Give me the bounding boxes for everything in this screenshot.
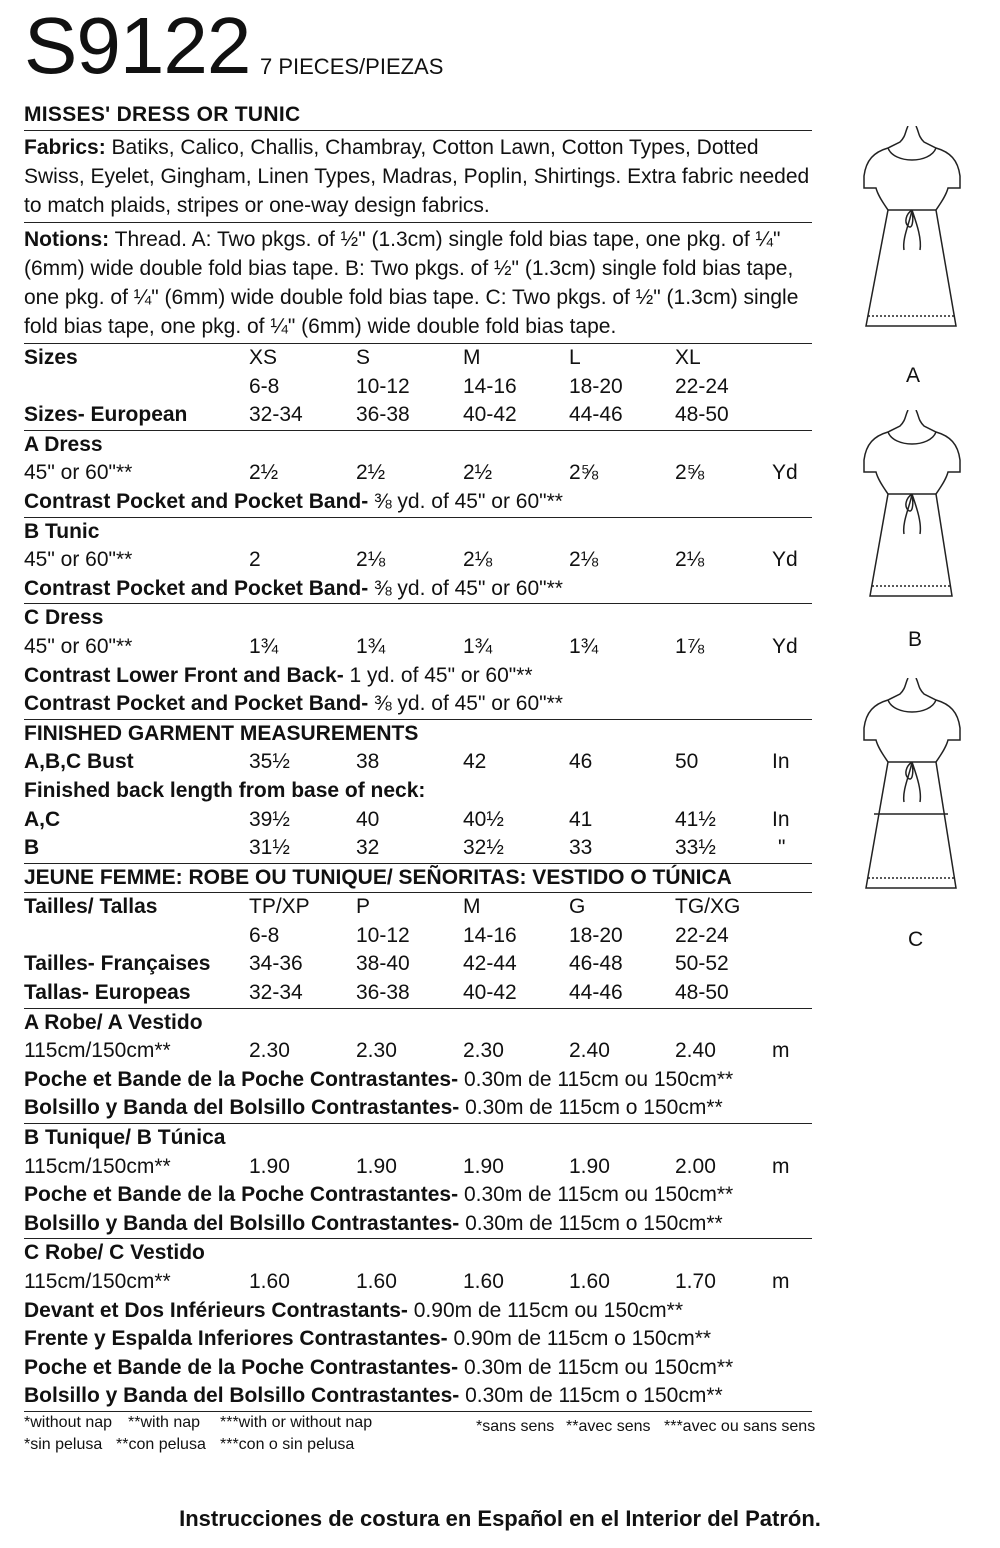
sizes-row [24,344,812,373]
unit: " [778,836,786,860]
size-code: G [569,895,586,919]
yardage: 2⅛ [675,548,705,572]
contrast-label: Poche et Bande de la Poche Contrastantes- [24,1067,459,1091]
bust-row [24,748,812,777]
size-range: 6-8 [249,374,280,398]
size-range: 14-16 [463,374,517,398]
size-code: M [463,346,481,369]
size-value: 32-34 [249,403,303,427]
measurement: 38 [356,750,380,774]
yardage: 2½ [249,461,279,485]
meters: 1.90 [463,1154,504,1178]
contrast-label: Contrast Pocket and Pocket Band- [24,576,369,600]
size-range: 22-24 [675,923,729,947]
size-value: 40-42 [463,403,517,427]
meters: 2.40 [569,1039,610,1063]
es-contrast-row [24,1382,812,1411]
contrast-label: Devant et Dos Inférieurs Contrastants- [24,1298,408,1322]
fabric-width: 45" or 60"** [24,548,133,572]
size-range: 6-8 [249,923,280,947]
contrast-text: 0.90m de 115cm o 150cm** [447,1327,712,1351]
fr-view-b-meters-row [24,1153,812,1182]
view-b-heading: B Tunique/ B Túnica [24,1126,226,1150]
size-value: 48-50 [675,403,729,427]
size-value: 48-50 [675,981,729,1005]
es-contrast-row [24,1094,812,1123]
sizes-label: Sizes [24,346,78,369]
fabric-width: 115cm/150cm** [24,1154,171,1178]
note: **avec sens [566,1417,651,1435]
note: **con pelusa [116,1435,206,1453]
size-code: TP/XP [249,895,310,919]
yardage: 2⅝ [675,461,705,485]
measurement: 31½ [249,836,290,860]
fr-size-range-row [24,922,812,951]
view-b-label: B [908,628,923,651]
divider [24,130,812,131]
fabrics-label: Fabrics: [24,136,106,159]
view-a-contrast-row [24,488,812,517]
spanish-sizes-label: Tallas- Europeas [24,981,191,1005]
contrast-label: Contrast Pocket and Pocket Band- [24,489,369,513]
fabric-width: 45" or 60"** [24,634,133,658]
measurement: 42 [463,750,487,774]
notes-row-en [24,1412,816,1435]
measurement: 46 [569,750,593,774]
fr-es-heading: JEUNE FEMME: ROBE OU TUNIQUE/ SEÑORITAS: VESTIDO O TÚNICA [24,865,732,889]
size-range: 10-12 [356,374,410,398]
measurement: 41 [569,807,593,831]
yardage: 1¾ [569,634,599,658]
contrast-text: 1 yd. of 45" or 60"** [343,663,533,687]
view-c-contrast-row [24,690,812,719]
unit: m [772,1154,790,1178]
size-code: S [356,346,371,369]
view-b-heading-row [24,518,812,547]
size-range: 10-12 [356,923,410,947]
es-lower-row [24,1325,812,1354]
note: *without nap [24,1413,113,1431]
yardage: 2⅛ [569,548,599,572]
spanish-sizes-row [24,979,812,1008]
size-value: 46-48 [569,952,623,976]
size-value: 44-46 [569,981,623,1005]
sizes-label: Tailles/ Tallas [24,895,158,919]
measurement: 40 [356,807,380,831]
unit: m [772,1039,790,1063]
measurement: 41½ [675,807,716,831]
meters: 1.60 [569,1270,610,1293]
size-code: TG/XG [675,895,741,919]
measurement: 40½ [463,807,504,831]
fr-lower-row [24,1297,812,1326]
size-code: P [356,895,371,919]
unit: Yd [772,548,798,572]
b-length-row [24,834,812,863]
notes-row-es [24,1434,812,1456]
fr-view-a-heading-row [24,1009,812,1038]
view-b-yardage-row [24,546,812,575]
size-value: 40-42 [463,981,517,1005]
meters: 2.30 [356,1039,397,1063]
size-value: 50-52 [675,952,729,976]
meters: 2.00 [675,1154,716,1178]
view-c-lower-row [24,662,812,691]
contrast-text: ⅜ yd. of 45" or 60"** [368,692,563,716]
finished-heading: FINISHED GARMENT MEASUREMENTS [24,721,419,745]
size-value: 36-38 [356,981,410,1005]
size-value: 38-40 [356,952,410,976]
contrast-text: ⅜ yd. of 45" or 60"** [368,576,563,600]
meters: 2.30 [249,1039,290,1063]
note: ***avec ou sans sens [664,1417,816,1435]
size-code: XL [675,346,701,369]
size-range: 22-24 [675,374,729,398]
contrast-text: 0.30m de 115cm o 150cm** [459,1096,723,1120]
contrast-label: Contrast Pocket and Pocket Band- [24,692,369,716]
size-value: 44-46 [569,403,623,427]
meters: 1.60 [249,1270,290,1293]
contrast-label: Bolsillo y Banda del Bolsillo Contrastantes- [24,1384,460,1408]
es-contrast-row [24,1210,812,1239]
yardage: 2½ [356,461,386,485]
fabric-width: 115cm/150cm** [24,1039,171,1063]
contrast-text: ⅜ yd. of 45" or 60"** [368,489,563,513]
b-label: B [24,836,40,860]
view-c-yardage-row [24,633,812,662]
back-length-label: Finished back length from base of neck: [24,778,426,802]
measurement: 33 [569,836,593,860]
divider [24,222,812,223]
yardage: 1¾ [463,634,493,658]
fr-view-c-meters-row [24,1268,812,1297]
fabrics-text: Batiks, Calico, Challis, Chambray, Cotton Lawn, Cotton Types, Dotted Swiss, Eyelet, Gingham, Linen Types, Madras, Poplin, Shirtings. Extra fabric needed to match plaids, stripes or one-way design fabrics. [24,136,810,217]
notions-text: Thread. A: Two pkgs. of ½" (1.3cm) single fold bias tape, one pkg. of ¼" (6mm) wide double fold bias tape. B: Two pkgs. of ½" (1.3cm) single fold bias tape, one pkg. of ¼" (6mm) wide double fold bias tape. C: Two pkgs. of ½" (1.3cm) single fold bias tape, one pkg. of ¼" (6mm) wide double fold bias tape. [24,228,799,338]
contrast-label: Contrast Lower Front and Back- [24,663,344,687]
fr-view-b-heading-row [24,1124,812,1153]
measurement: 50 [675,750,699,774]
size-code: L [569,346,581,369]
measurement: 32 [356,836,380,860]
meters: 1.90 [569,1154,610,1178]
yardage: 2⅝ [569,461,599,485]
size-value: 36-38 [356,403,410,427]
finished-heading-row [24,720,812,749]
size-range: 18-20 [569,374,623,398]
pattern-title: MISSES' DRESS OR TUNIC [24,103,301,126]
contrast-label: Poche et Bande de la Poche Contrastantes- [24,1355,459,1379]
size-range: 14-16 [463,923,517,947]
yardage: 1¾ [249,634,279,658]
spanish-instructions-note: Instrucciones de costura en Español en el Interior del Patrón. [179,1506,821,1531]
fabrics-paragraph [24,133,812,220]
note: ***con o sin pelusa [220,1435,355,1453]
fr-heading-row [24,864,812,893]
yardage: 2 [249,548,261,572]
european-sizes-row [24,401,812,430]
measurement: 32½ [463,836,504,860]
meters: 2.40 [675,1039,716,1063]
unit: In [772,807,790,831]
note: ***with or without nap [220,1413,373,1431]
unit: Yd [772,461,798,485]
meters: 1.70 [675,1270,716,1293]
tunic-b-sketch [850,410,980,630]
contrast-label: Bolsillo y Banda del Bolsillo Contrastantes- [24,1211,460,1235]
view-a-yardage-row [24,459,812,488]
yardage: 2⅛ [463,548,493,572]
view-c-heading-row [24,604,812,633]
note: *sans sens [476,1417,555,1435]
contrast-label: Bolsillo y Banda del Bolsillo Contrastantes- [24,1096,460,1120]
fr-sizes-row [24,893,812,922]
fr-contrast-row [24,1354,812,1383]
unit: In [772,750,790,774]
note: **with nap [128,1413,201,1431]
view-c-heading: C Robe/ C Vestido [24,1241,205,1265]
view-c-heading: C Dress [24,606,104,630]
header [24,0,812,100]
contrast-text: 0.30m de 115cm o 150cm** [459,1384,723,1408]
dress-c-sketch [850,678,980,918]
size-code: XS [249,346,278,369]
measurement: 35½ [249,750,290,774]
view-c-label: C [908,928,924,951]
contrast-text: 0.30m de 115cm ou 150cm** [458,1183,734,1207]
dress-a-sketch [850,126,980,376]
meters: 2.30 [463,1039,504,1063]
contrast-text: 0.30m de 115cm o 150cm** [459,1211,723,1235]
fr-view-c-heading-row [24,1239,812,1268]
contrast-label: Poche et Bande de la Poche Contrastantes- [24,1183,459,1207]
fabric-width: 45" or 60"** [24,461,133,485]
view-a-heading-row [24,431,812,460]
yardage: 2⅛ [356,548,386,572]
unit: m [772,1270,790,1293]
unit: Yd [772,634,798,658]
measurement: 39½ [249,807,290,831]
contrast-text: 0.30m de 115cm ou 150cm** [458,1355,734,1379]
view-a-label: A [906,364,921,387]
contrast-label: Frente y Espalda Inferiores Contrastantes- [24,1327,448,1351]
size-range: 18-20 [569,923,623,947]
back-length-row [24,777,812,806]
european-sizes-label: Sizes- European [24,403,188,427]
yardage: 2½ [463,461,493,485]
ac-label: A,C [24,807,61,831]
contrast-text: 0.90m de 115cm ou 150cm** [407,1298,684,1322]
meters: 1.90 [356,1154,397,1178]
pattern-number: S9122 [24,1,251,90]
notions-paragraph [24,225,812,341]
view-b-heading: B Tunic [24,519,100,543]
french-sizes-row [24,950,812,979]
meters: 1.60 [463,1270,504,1293]
note: *sin pelusa [24,1435,103,1453]
size-code: M [463,895,481,919]
yardage: 1¾ [356,634,386,658]
view-a-heading: A Dress [24,432,103,456]
notions-label: Notions: [24,228,110,251]
meters: 1.90 [249,1154,290,1178]
size-value: 34-36 [249,952,303,976]
bust-label: A,B,C Bust [24,750,134,774]
ac-length-row [24,806,812,835]
view-b-contrast-row [24,575,812,604]
size-value: 42-44 [463,952,517,976]
piece-count: 7 PIECES/PIEZAS [260,54,444,79]
yardage: 1⅞ [675,634,705,658]
fabric-width: 115cm/150cm** [24,1270,171,1293]
fr-contrast-row [24,1181,812,1210]
fr-view-a-meters-row [24,1037,812,1066]
view-a-heading: A Robe/ A Vestido [24,1010,203,1034]
contrast-text: 0.30m de 115cm ou 150cm** [458,1067,734,1091]
size-value: 32-34 [249,981,303,1005]
fr-contrast-row [24,1066,812,1095]
meters: 1.60 [356,1270,397,1293]
envelope-back [24,0,816,1456]
measurement: 33½ [675,836,716,860]
french-sizes-label: Tailles- Françaises [24,952,211,976]
size-range-row [24,373,812,402]
